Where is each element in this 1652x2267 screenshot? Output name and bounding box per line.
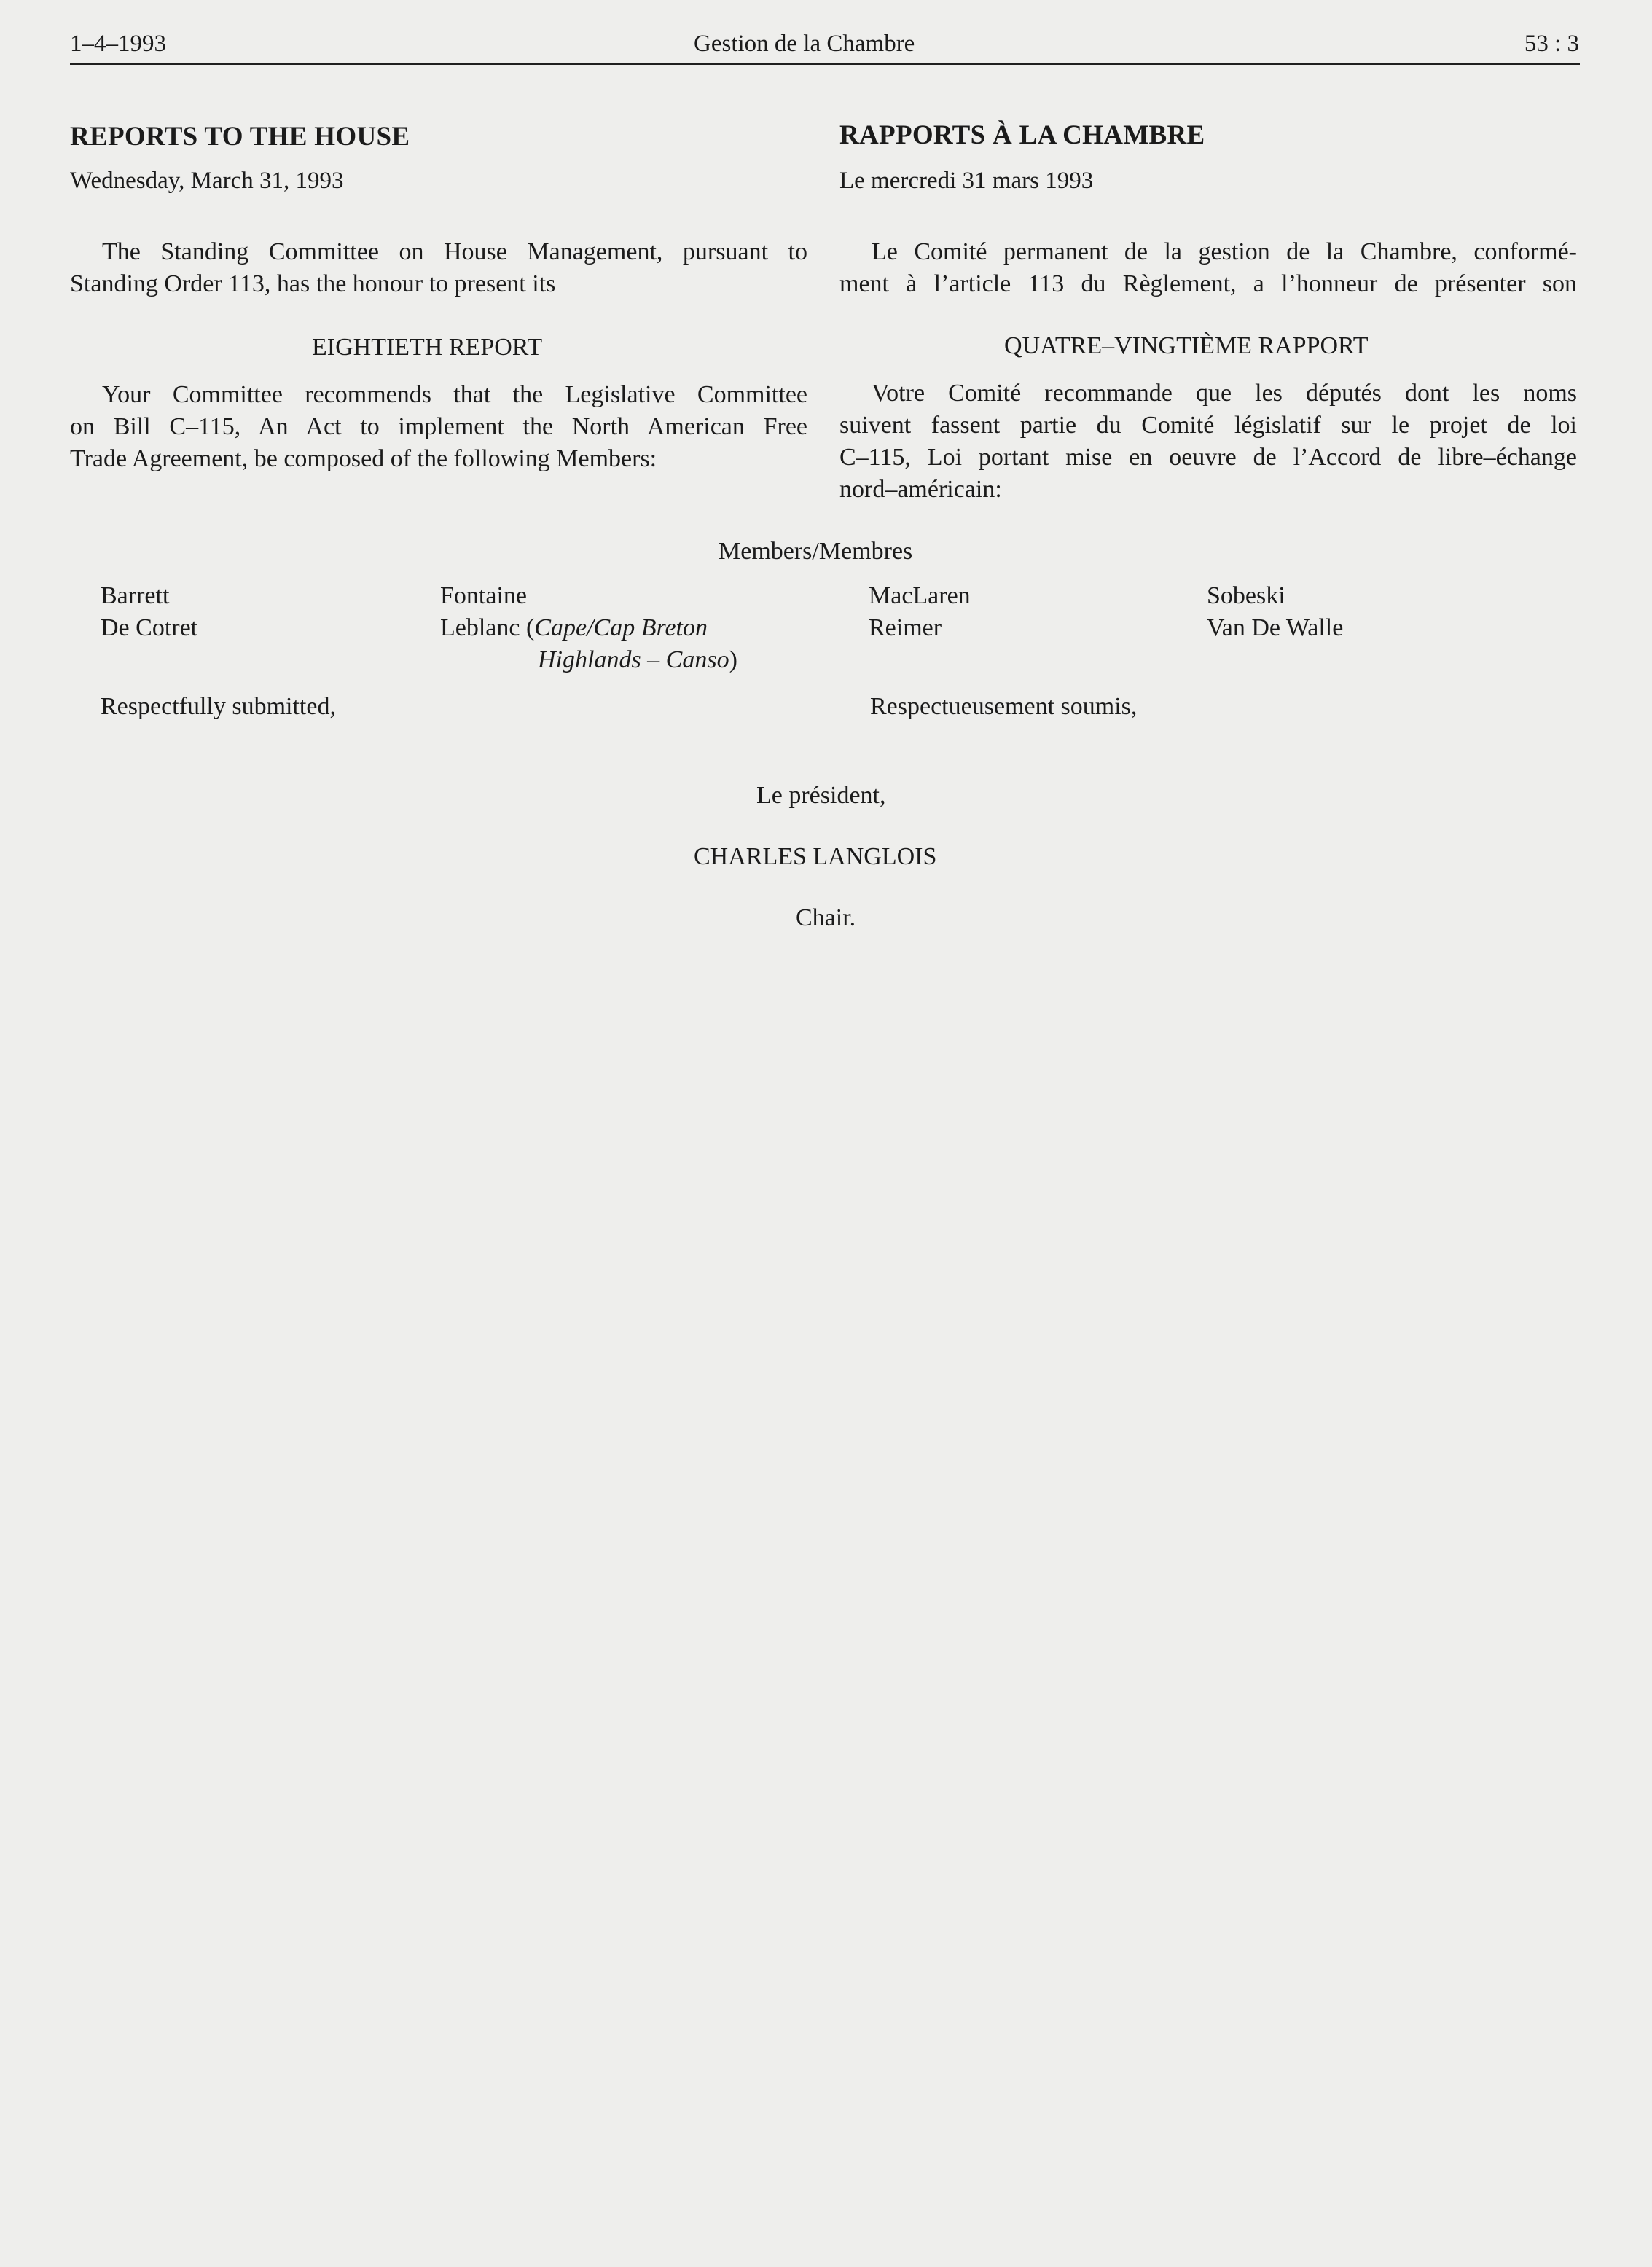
members-column-3: [869, 580, 971, 644]
member-name: De Cotret: [101, 614, 198, 641]
english-body: [70, 379, 807, 475]
french-closing: Respectueusement soumis,: [870, 693, 1138, 720]
members-column-4: [1207, 580, 1343, 644]
english-report-title: EIGHTIETH REPORT: [312, 334, 543, 361]
signature-name: CHARLES LANGLOIS: [694, 843, 937, 870]
english-heading: REPORTS TO THE HOUSE: [70, 122, 410, 152]
english-intro-line: Standing Order 113, has the honour to present its: [70, 270, 556, 297]
english-closing: Respectfully submitted,: [101, 693, 336, 720]
english-body-line: Trade Agreement, be composed of the following Members:: [70, 445, 657, 472]
english-body-line: Your Committee recommends that the Legislative Committee: [102, 381, 807, 408]
french-intro-line: Le Comité permanent de la gestion de la Chambre, conformé-: [872, 238, 1577, 265]
member-name-prefix: Leblanc (: [440, 614, 535, 641]
french-intro: [839, 236, 1577, 300]
member-name: Sobeski: [1207, 582, 1285, 609]
member-riding-suffix: ): [729, 646, 737, 673]
header-date: 1–4–1993: [70, 31, 166, 57]
member-riding: Highlands – Canso: [538, 646, 729, 673]
show-through-text: [182, 874, 193, 923]
member-name: [440, 612, 737, 644]
french-body-line: Votre Comité recommande que les députés dont les noms: [872, 380, 1577, 407]
members-heading: Members/Membres: [719, 538, 913, 565]
members-column-2: [440, 580, 737, 676]
french-date: Le mercredi 31 mars 1993: [839, 168, 1094, 194]
member-name: Reimer: [869, 614, 942, 641]
member-name: Van De Walle: [1207, 614, 1344, 641]
french-heading: RAPPORTS À LA CHAMBRE: [839, 120, 1205, 150]
french-body: [839, 377, 1577, 506]
french-body-line: suivent fassent partie du Comité législatif sur le projet de loi: [839, 412, 1577, 439]
signature-french-title: Le président,: [756, 782, 886, 809]
english-date: Wednesday, March 31, 1993: [70, 168, 344, 194]
members-column-1: [101, 580, 197, 644]
member-riding-continued: [440, 644, 737, 676]
french-intro-line: ment à l’article 113 du Règlement, a l’honneur de présenter son: [839, 270, 1577, 297]
english-intro: [70, 236, 807, 300]
signature-english-title: Chair.: [796, 904, 856, 931]
member-riding: Cape/Cap Breton: [534, 614, 708, 641]
header-title: Gestion de la Chambre: [694, 31, 915, 57]
header-page-number: 53 : 3: [1524, 31, 1579, 57]
french-body-line: C–115, Loi portant mise en oeuvre de l’Accord de libre–échange: [839, 444, 1577, 471]
french-report-title: QUATRE–VINGTIÈME RAPPORT: [1004, 332, 1369, 359]
member-name: MacLaren: [869, 582, 971, 609]
header-rule: [70, 63, 1580, 65]
english-intro-line: The Standing Committee on House Management, pursuant to: [102, 238, 807, 265]
member-name: Fontaine: [440, 582, 527, 609]
french-body-line: nord–américain:: [839, 476, 1002, 503]
member-name: Barrett: [101, 582, 170, 609]
english-body-line: on Bill C–115, An Act to implement the North American Free: [70, 413, 807, 440]
